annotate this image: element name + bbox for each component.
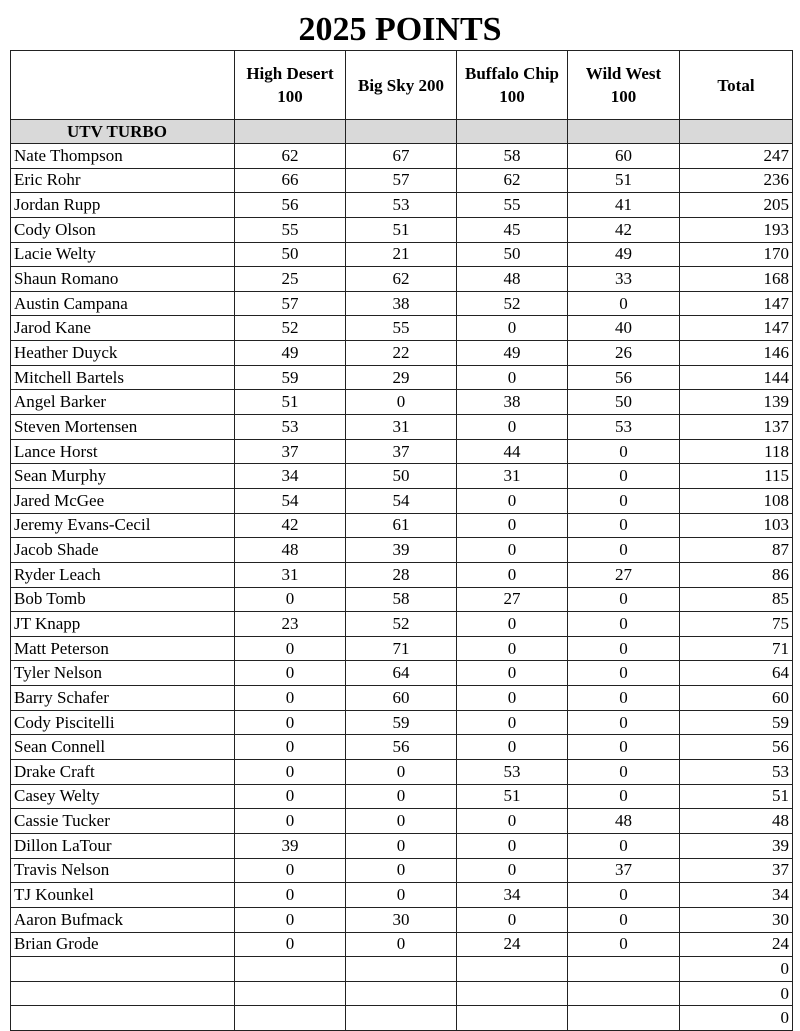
wild-west-points: 37	[568, 858, 680, 883]
table-row	[11, 710, 793, 735]
high-desert-points	[235, 981, 346, 1006]
buffalo-chip-points: 0	[457, 858, 568, 883]
high-desert-points: 51	[235, 390, 346, 415]
rider-name	[11, 981, 235, 1006]
rider-name: Aaron Bufmack	[11, 907, 235, 932]
wild-west-points: 33	[568, 267, 680, 292]
table-row	[11, 833, 793, 858]
table-row	[11, 760, 793, 785]
high-desert-points: 0	[235, 636, 346, 661]
total-points: 147	[680, 291, 793, 316]
big-sky-points: 29	[346, 365, 457, 390]
total-points: 0	[680, 1006, 793, 1031]
total-points: 118	[680, 439, 793, 464]
table-row	[11, 464, 793, 489]
table-row	[11, 538, 793, 563]
rider-name: Cassie Tucker	[11, 809, 235, 834]
high-desert-points: 0	[235, 686, 346, 711]
buffalo-chip-points: 0	[457, 686, 568, 711]
buffalo-chip-points: 50	[457, 242, 568, 267]
high-desert-points: 56	[235, 193, 346, 218]
wild-west-points: 0	[568, 488, 680, 513]
buffalo-chip-points: 51	[457, 784, 568, 809]
table-row	[11, 242, 793, 267]
total-points: 59	[680, 710, 793, 735]
buffalo-chip-points: 49	[457, 341, 568, 366]
wild-west-points: 0	[568, 661, 680, 686]
big-sky-points: 0	[346, 833, 457, 858]
total-points: 24	[680, 932, 793, 957]
wild-west-points: 60	[568, 144, 680, 169]
total-points: 146	[680, 341, 793, 366]
buffalo-chip-points: 24	[457, 932, 568, 957]
buffalo-chip-points: 0	[457, 907, 568, 932]
big-sky-points: 62	[346, 267, 457, 292]
table-row	[11, 144, 793, 169]
table-row	[11, 981, 793, 1006]
big-sky-points	[346, 981, 457, 1006]
rider-name: Sean Murphy	[11, 464, 235, 489]
table-row	[11, 686, 793, 711]
table-row	[11, 291, 793, 316]
buffalo-chip-points: 0	[457, 661, 568, 686]
wild-west-points: 42	[568, 217, 680, 242]
rider-name: Travis Nelson	[11, 858, 235, 883]
high-desert-points: 55	[235, 217, 346, 242]
wild-west-points: 48	[568, 809, 680, 834]
high-desert-points: 49	[235, 341, 346, 366]
big-sky-points: 0	[346, 390, 457, 415]
rider-name: Austin Campana	[11, 291, 235, 316]
wild-west-points: 41	[568, 193, 680, 218]
buffalo-chip-points: 53	[457, 760, 568, 785]
table-row	[11, 439, 793, 464]
rider-name: Brian Grode	[11, 932, 235, 957]
buffalo-chip-points: 34	[457, 883, 568, 908]
big-sky-points: 67	[346, 144, 457, 169]
table-row	[11, 513, 793, 538]
wild-west-points: 0	[568, 439, 680, 464]
total-points: 85	[680, 587, 793, 612]
high-desert-points: 0	[235, 784, 346, 809]
total-points: 170	[680, 242, 793, 267]
big-sky-points: 39	[346, 538, 457, 563]
total-points: 64	[680, 661, 793, 686]
buffalo-chip-points: 0	[457, 488, 568, 513]
wild-west-points: 0	[568, 464, 680, 489]
buffalo-chip-points: 0	[457, 636, 568, 661]
table-row	[11, 661, 793, 686]
big-sky-points: 37	[346, 439, 457, 464]
big-sky-points: 21	[346, 242, 457, 267]
buffalo-chip-points: 44	[457, 439, 568, 464]
big-sky-points: 31	[346, 415, 457, 440]
total-points: 51	[680, 784, 793, 809]
big-sky-points: 56	[346, 735, 457, 760]
wild-west-points: 49	[568, 242, 680, 267]
big-sky-points: 61	[346, 513, 457, 538]
high-desert-points	[235, 957, 346, 982]
wild-west-points: 0	[568, 612, 680, 637]
total-points: 87	[680, 538, 793, 563]
big-sky-points: 38	[346, 291, 457, 316]
rider-name: Shaun Romano	[11, 267, 235, 292]
table-row	[11, 883, 793, 908]
big-sky-points: 60	[346, 686, 457, 711]
buffalo-chip-points: 55	[457, 193, 568, 218]
rider-name: Casey Welty	[11, 784, 235, 809]
wild-west-points: 27	[568, 562, 680, 587]
wild-west-points: 0	[568, 784, 680, 809]
high-desert-points: 0	[235, 735, 346, 760]
buffalo-chip-points	[457, 981, 568, 1006]
total-points: 56	[680, 735, 793, 760]
total-points: 115	[680, 464, 793, 489]
total-points: 147	[680, 316, 793, 341]
rider-name: Jared McGee	[11, 488, 235, 513]
buffalo-chip-points: 0	[457, 612, 568, 637]
wild-west-points: 50	[568, 390, 680, 415]
rider-name: Jacob Shade	[11, 538, 235, 563]
header-buffalo-chip: Buffalo Chip 100	[457, 51, 568, 120]
big-sky-points: 55	[346, 316, 457, 341]
wild-west-points: 53	[568, 415, 680, 440]
big-sky-points: 28	[346, 562, 457, 587]
header-wild-west: Wild West 100	[568, 51, 680, 120]
big-sky-points: 59	[346, 710, 457, 735]
big-sky-points: 54	[346, 488, 457, 513]
high-desert-points: 52	[235, 316, 346, 341]
rider-name: Barry Schafer	[11, 686, 235, 711]
rider-name: Matt Peterson	[11, 636, 235, 661]
wild-west-points: 0	[568, 291, 680, 316]
table-row	[11, 735, 793, 760]
high-desert-points: 0	[235, 760, 346, 785]
big-sky-points: 53	[346, 193, 457, 218]
wild-west-points: 0	[568, 636, 680, 661]
total-points: 48	[680, 809, 793, 834]
rider-name: Lacie Welty	[11, 242, 235, 267]
header-big-sky: Big Sky 200	[346, 51, 457, 120]
wild-west-points	[568, 957, 680, 982]
table-row	[11, 488, 793, 513]
buffalo-chip-points: 48	[457, 267, 568, 292]
buffalo-chip-points: 0	[457, 513, 568, 538]
table-row	[11, 636, 793, 661]
total-points: 30	[680, 907, 793, 932]
total-points: 247	[680, 144, 793, 169]
header-total: Total	[680, 51, 793, 120]
buffalo-chip-points: 31	[457, 464, 568, 489]
total-points: 193	[680, 217, 793, 242]
big-sky-points: 52	[346, 612, 457, 637]
wild-west-points: 51	[568, 168, 680, 193]
wild-west-points: 0	[568, 907, 680, 932]
high-desert-points: 54	[235, 488, 346, 513]
high-desert-points: 0	[235, 587, 346, 612]
big-sky-points: 22	[346, 341, 457, 366]
buffalo-chip-points: 0	[457, 735, 568, 760]
header-name-cell	[11, 51, 235, 120]
section-row	[11, 120, 793, 144]
table-row	[11, 907, 793, 932]
total-points: 137	[680, 415, 793, 440]
total-points: 53	[680, 760, 793, 785]
rider-name: Jeremy Evans-Cecil	[11, 513, 235, 538]
high-desert-points: 42	[235, 513, 346, 538]
buffalo-chip-points: 62	[457, 168, 568, 193]
header-row	[11, 51, 793, 120]
high-desert-points: 34	[235, 464, 346, 489]
rider-name: Cody Piscitelli	[11, 710, 235, 735]
big-sky-points: 0	[346, 809, 457, 834]
rider-name	[11, 1006, 235, 1031]
high-desert-points: 0	[235, 932, 346, 957]
rider-name: Lance Horst	[11, 439, 235, 464]
high-desert-points: 59	[235, 365, 346, 390]
wild-west-points: 0	[568, 710, 680, 735]
total-points: 108	[680, 488, 793, 513]
rider-name: Eric Rohr	[11, 168, 235, 193]
high-desert-points: 57	[235, 291, 346, 316]
wild-west-points: 0	[568, 686, 680, 711]
buffalo-chip-points: 0	[457, 833, 568, 858]
table-row	[11, 267, 793, 292]
big-sky-points: 0	[346, 883, 457, 908]
high-desert-points: 53	[235, 415, 346, 440]
table-row	[11, 316, 793, 341]
rider-name: Sean Connell	[11, 735, 235, 760]
big-sky-points	[346, 1006, 457, 1031]
high-desert-points: 0	[235, 710, 346, 735]
buffalo-chip-points: 38	[457, 390, 568, 415]
rider-name: Jordan Rupp	[11, 193, 235, 218]
big-sky-points	[346, 957, 457, 982]
big-sky-points: 0	[346, 932, 457, 957]
buffalo-chip-points	[457, 1006, 568, 1031]
buffalo-chip-points: 0	[457, 316, 568, 341]
total-points: 71	[680, 636, 793, 661]
rider-name: Mitchell Bartels	[11, 365, 235, 390]
big-sky-points: 0	[346, 760, 457, 785]
high-desert-points: 50	[235, 242, 346, 267]
rider-name: Jarod Kane	[11, 316, 235, 341]
high-desert-points: 25	[235, 267, 346, 292]
table-row	[11, 957, 793, 982]
rider-name: Bob Tomb	[11, 587, 235, 612]
rider-name: Steven Mortensen	[11, 415, 235, 440]
high-desert-points: 0	[235, 809, 346, 834]
rider-name: Heather Duyck	[11, 341, 235, 366]
rider-name: Nate Thompson	[11, 144, 235, 169]
high-desert-points: 23	[235, 612, 346, 637]
buffalo-chip-points: 52	[457, 291, 568, 316]
big-sky-points: 0	[346, 784, 457, 809]
table-row	[11, 784, 793, 809]
total-points: 0	[680, 981, 793, 1006]
big-sky-points: 30	[346, 907, 457, 932]
rider-name: Cody Olson	[11, 217, 235, 242]
rider-name: Angel Barker	[11, 390, 235, 415]
table-row	[11, 390, 793, 415]
buffalo-chip-points: 0	[457, 562, 568, 587]
table-row	[11, 365, 793, 390]
header-high-desert: High Desert 100	[235, 51, 346, 120]
total-points: 75	[680, 612, 793, 637]
table-row	[11, 1006, 793, 1031]
table-row	[11, 612, 793, 637]
wild-west-points	[568, 1006, 680, 1031]
buffalo-chip-points: 27	[457, 587, 568, 612]
high-desert-points: 66	[235, 168, 346, 193]
total-points: 86	[680, 562, 793, 587]
big-sky-points: 57	[346, 168, 457, 193]
wild-west-points: 56	[568, 365, 680, 390]
wild-west-points	[568, 981, 680, 1006]
high-desert-points: 0	[235, 661, 346, 686]
wild-west-points: 0	[568, 760, 680, 785]
buffalo-chip-points: 45	[457, 217, 568, 242]
buffalo-chip-points: 0	[457, 365, 568, 390]
big-sky-points: 71	[346, 636, 457, 661]
buffalo-chip-points: 58	[457, 144, 568, 169]
rider-name: Ryder Leach	[11, 562, 235, 587]
total-points: 37	[680, 858, 793, 883]
buffalo-chip-points: 0	[457, 415, 568, 440]
high-desert-points	[235, 1006, 346, 1031]
big-sky-points: 50	[346, 464, 457, 489]
buffalo-chip-points	[457, 957, 568, 982]
total-points: 60	[680, 686, 793, 711]
wild-west-points: 0	[568, 538, 680, 563]
buffalo-chip-points: 0	[457, 710, 568, 735]
high-desert-points: 0	[235, 883, 346, 908]
section-label: UTV TURBO	[11, 120, 235, 144]
high-desert-points: 0	[235, 858, 346, 883]
big-sky-points: 64	[346, 661, 457, 686]
total-points: 144	[680, 365, 793, 390]
table-row	[11, 341, 793, 366]
rider-name: TJ Kounkel	[11, 883, 235, 908]
high-desert-points: 0	[235, 907, 346, 932]
buffalo-chip-points: 0	[457, 809, 568, 834]
table-row	[11, 587, 793, 612]
total-points: 236	[680, 168, 793, 193]
table-row	[11, 193, 793, 218]
rider-name	[11, 957, 235, 982]
total-points: 39	[680, 833, 793, 858]
rider-name: Dillon LaTour	[11, 833, 235, 858]
table-row	[11, 217, 793, 242]
wild-west-points: 0	[568, 883, 680, 908]
page-title: 2025 POINTS	[298, 11, 502, 48]
table-row	[11, 858, 793, 883]
table-row	[11, 809, 793, 834]
points-table	[10, 50, 793, 1031]
table-row	[11, 168, 793, 193]
rider-name: JT Knapp	[11, 612, 235, 637]
total-points: 103	[680, 513, 793, 538]
big-sky-points: 58	[346, 587, 457, 612]
wild-west-points: 0	[568, 735, 680, 760]
total-points: 168	[680, 267, 793, 292]
wild-west-points: 0	[568, 833, 680, 858]
high-desert-points: 48	[235, 538, 346, 563]
total-points: 34	[680, 883, 793, 908]
high-desert-points: 39	[235, 833, 346, 858]
buffalo-chip-points: 0	[457, 538, 568, 563]
wild-west-points: 40	[568, 316, 680, 341]
rider-name: Tyler Nelson	[11, 661, 235, 686]
table-row	[11, 932, 793, 957]
total-points: 0	[680, 957, 793, 982]
high-desert-points: 31	[235, 562, 346, 587]
high-desert-points: 37	[235, 439, 346, 464]
wild-west-points: 0	[568, 513, 680, 538]
high-desert-points: 62	[235, 144, 346, 169]
table-row	[11, 562, 793, 587]
total-points: 139	[680, 390, 793, 415]
big-sky-points: 51	[346, 217, 457, 242]
wild-west-points: 0	[568, 587, 680, 612]
big-sky-points: 0	[346, 858, 457, 883]
rider-name: Drake Craft	[11, 760, 235, 785]
wild-west-points: 26	[568, 341, 680, 366]
total-points: 205	[680, 193, 793, 218]
table-row	[11, 415, 793, 440]
wild-west-points: 0	[568, 932, 680, 957]
